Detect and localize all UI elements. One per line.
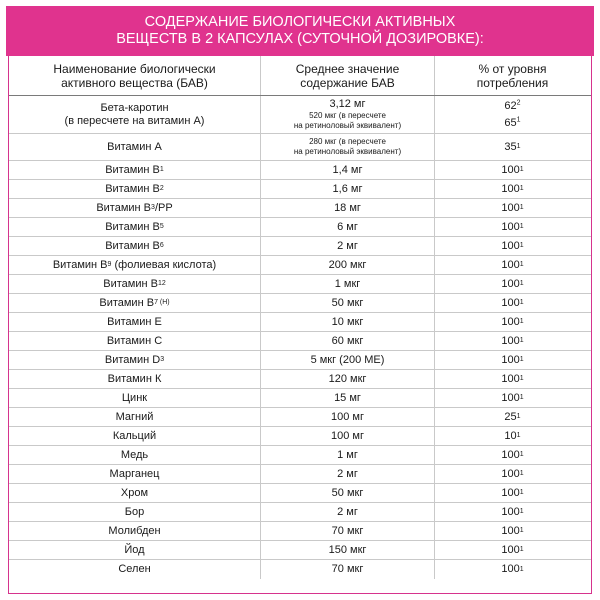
nutrient-percent: 100 1 xyxy=(501,277,524,290)
nutrient-percent-value: 100 xyxy=(501,372,520,385)
beta-carotene-amount xyxy=(261,96,435,133)
table-row xyxy=(9,161,591,180)
nutrient-amount: 200 мкг xyxy=(261,256,435,274)
nutrient-name xyxy=(9,370,261,388)
nutrient-name xyxy=(9,560,261,579)
nutrient-name-text: Кальций xyxy=(112,429,157,442)
vitamin-a-name: Витамин А xyxy=(9,134,261,160)
nutrient-percent-value: 25 xyxy=(504,410,517,423)
nutrient-percent-value: 100 xyxy=(501,315,520,328)
nutrient-percent-value: 100 xyxy=(501,543,520,556)
table-row xyxy=(9,199,591,218)
table-row-vitamin-a xyxy=(9,134,591,161)
nutrient-percent-value: 100 xyxy=(501,486,520,499)
nutrient-name-text: Витамин К xyxy=(107,372,162,385)
nutrient-percent: 25 1 xyxy=(504,410,521,423)
table-row xyxy=(9,275,591,294)
nutrient-amount: 6 мг xyxy=(261,218,435,236)
nutrient-name xyxy=(9,484,261,502)
nutrient-name-text: Витамин B xyxy=(96,201,152,214)
nutrient-percent-value: 100 xyxy=(501,353,520,366)
nutrient-name-text: Витамин B xyxy=(105,163,160,176)
nutrient-amount: 100 мг xyxy=(261,427,435,445)
table-row xyxy=(9,180,591,199)
nutrient-name-text: Бор xyxy=(124,505,145,518)
beta-carotene-name xyxy=(9,96,261,133)
table-row xyxy=(9,351,591,370)
nutrient-percent-value: 100 xyxy=(501,563,520,575)
nutrient-name xyxy=(9,389,261,407)
nutrient-name xyxy=(9,408,261,426)
table-row xyxy=(9,294,591,313)
nutrient-percent-value: 100 xyxy=(501,201,520,214)
nutrient-name-text: Витамин B xyxy=(105,239,160,252)
nutrient-percent: 100 1 xyxy=(501,315,524,328)
vitamin-a-percent-value: 35 xyxy=(504,140,517,153)
nutrient-percent-value: 100 xyxy=(501,220,520,233)
header-name xyxy=(9,56,261,95)
table-row xyxy=(9,522,591,541)
nutrient-name-text: Витамин С xyxy=(106,334,163,347)
nutrient-amount: 70 мкг xyxy=(261,560,435,579)
nutrient-percent: 100 1 xyxy=(501,563,524,575)
header-amount-line-2: содержание БАВ xyxy=(300,75,395,90)
beta-carotene-amount-line-1: 3,12 мг xyxy=(329,98,366,110)
nutrient-percent-value: 100 xyxy=(501,296,520,309)
nutrient-name-text: Витамин B xyxy=(99,296,155,309)
table-header-row xyxy=(9,56,591,96)
nutrient-amount: 150 мкг xyxy=(261,541,435,559)
nutrient-percent: 100 1 xyxy=(501,353,524,366)
nutrient-percent: 100 1 xyxy=(501,467,524,480)
nutrient-name: Витамин B 7 (H) xyxy=(9,294,261,312)
table-row xyxy=(9,446,591,465)
beta-carotene-percent-b-footnote: 1 xyxy=(516,115,521,123)
table-row xyxy=(9,218,591,237)
nutrient-percent-value: 100 xyxy=(501,239,520,252)
nutrient-amount: 15 мг xyxy=(261,389,435,407)
nutrient-percent-value: 100 xyxy=(501,467,520,480)
header-name-line-2: активного вещества (БАВ) xyxy=(61,75,208,90)
nutrient-amount: 50 мкг xyxy=(261,294,435,312)
nutrient-percent-value: 100 xyxy=(501,448,520,461)
nutrient-name xyxy=(9,446,261,464)
nutrient-name xyxy=(9,522,261,540)
nutrient-name-text: Витамин B xyxy=(105,182,160,195)
nutrient-amount: 50 мкг xyxy=(261,484,435,502)
table-row xyxy=(9,313,591,332)
beta-carotene-name-line-2: (в пересчете на витамин А) xyxy=(64,114,205,127)
nutrient-name: Витамин B 2 xyxy=(9,180,261,198)
header-percent-line-2: потребления xyxy=(476,75,549,90)
table-row xyxy=(9,465,591,484)
nutrient-percent: 100 1 xyxy=(501,220,524,233)
table-row xyxy=(9,332,591,351)
nutrient-percent: 100 1 xyxy=(501,182,524,195)
nutrient-name-text: Медь xyxy=(120,448,149,461)
nutrient-name-text: Магний xyxy=(115,410,154,423)
nutrient-percent-value: 10 xyxy=(504,429,517,442)
table-row xyxy=(9,389,591,408)
beta-carotene-percent-a-value: 62 xyxy=(504,99,517,112)
vitamin-a-amount-line-2: на ретиноловый эквивалент) xyxy=(293,147,402,156)
nutrient-rows xyxy=(9,161,591,579)
nutrient-percent: 100 1 xyxy=(501,296,524,309)
nutrient-name-text: Витамин Е xyxy=(107,315,162,328)
nutrient-name-text: Хром xyxy=(120,486,149,499)
nutrient-percent: 100 1 xyxy=(501,391,524,404)
nutrient-name: Витамин B 3 /PP xyxy=(9,199,261,217)
table-row xyxy=(9,427,591,446)
nutrient-name xyxy=(9,332,261,350)
nutrient-percent-value: 100 xyxy=(501,277,520,290)
nutrient-percent: 100 1 xyxy=(501,448,524,461)
beta-carotene-percent-a-footnote: 2 xyxy=(516,98,521,106)
nutrient-percent: 100 1 xyxy=(501,201,524,214)
nutrient-percent: 100 1 xyxy=(501,372,524,385)
beta-carotene-name-line-1: Бета-каротин xyxy=(100,101,169,114)
table-row xyxy=(9,256,591,275)
nutrient-percent-value: 100 xyxy=(501,524,520,537)
table-row xyxy=(9,560,591,579)
nutrient-name-text: Витамин D xyxy=(104,353,161,366)
nutrient-name xyxy=(9,427,261,445)
table-row xyxy=(9,408,591,427)
nutrient-amount: 1 мг xyxy=(261,446,435,464)
nutrient-amount: 70 мкг xyxy=(261,522,435,540)
vitamin-a-amount xyxy=(261,134,435,160)
nutrient-amount: 5 мкг (200 МЕ) xyxy=(261,351,435,369)
nutrient-name-text: Витамин B xyxy=(103,277,158,290)
nutrient-percent-value: 100 xyxy=(501,163,520,176)
nutrient-name-text: Цинк xyxy=(121,391,148,404)
table-row xyxy=(9,541,591,560)
nutrient-amount: 2 мг xyxy=(261,465,435,483)
nutrient-name: Витамин B 9 (фолиевая кислота) xyxy=(9,256,261,274)
beta-carotene-percent-b xyxy=(504,117,520,130)
vitamin-a-percent: 35 1 xyxy=(504,140,521,153)
nutrient-amount: 1 мкг xyxy=(261,275,435,293)
nutrient-amount: 2 мг xyxy=(261,237,435,255)
nutrient-name-text: Витамин B xyxy=(105,220,160,233)
title-banner xyxy=(6,6,594,56)
nutrient-name-text: Витамин B xyxy=(52,258,108,271)
beta-carotene-percent-a xyxy=(504,100,520,113)
nutrient-name-text: Марганец xyxy=(109,467,160,480)
header-name-line-1: Наименование биологически xyxy=(53,61,216,76)
nutrient-name xyxy=(9,541,261,559)
nutrient-name xyxy=(9,313,261,331)
nutrient-percent: 100 1 xyxy=(501,258,524,271)
nutrient-name: Витамин B 5 xyxy=(9,218,261,236)
table-row xyxy=(9,370,591,389)
nutrient-name: Витамин D 3 xyxy=(9,351,261,369)
nutrient-name: Витамин B 12 xyxy=(9,275,261,293)
nutrient-amount: 18 мг xyxy=(261,199,435,217)
nutrient-name: Витамин B 1 xyxy=(9,161,261,179)
table-row-beta-carotene xyxy=(9,96,591,134)
nutrient-percent-value: 100 xyxy=(501,182,520,195)
beta-carotene-percent xyxy=(435,96,590,133)
table-row xyxy=(9,484,591,503)
nutrient-percent: 100 1 xyxy=(501,163,524,176)
nutrient-name-suffix: /PP xyxy=(154,201,173,214)
beta-carotene-amount-line-3: на ретиноловый эквивалент) xyxy=(293,121,402,130)
header-percent-line-1: % от уровня xyxy=(478,61,547,76)
header-amount-line-1: Среднее значение xyxy=(295,61,400,76)
nutrient-amount: 10 мкг xyxy=(261,313,435,331)
nutrient-name-text: Молибден xyxy=(108,524,161,537)
title-line-2: ВЕЩЕСТВ В 2 КАПСУЛАХ (СУТОЧНОЙ ДОЗИРОВКЕ): xyxy=(116,31,484,47)
nutrient-name-text: Йод xyxy=(124,543,145,556)
nutrient-percent: 100 1 xyxy=(501,334,524,347)
beta-carotene-percent-b-value: 65 xyxy=(504,116,517,129)
title-line-1: СОДЕРЖАНИЕ БИОЛОГИЧЕСКИ АКТИВНЫХ xyxy=(144,14,456,30)
nutrient-percent: 100 1 xyxy=(501,486,524,499)
nutrient-name: Витамин B 6 xyxy=(9,237,261,255)
nutrient-percent: 100 1 xyxy=(501,505,524,518)
nutrient-name-suffix: (фолиевая кислота) xyxy=(111,258,217,271)
nutrient-name-text: Селен xyxy=(118,563,151,575)
nutrient-table xyxy=(8,56,592,594)
beta-carotene-amount-line-2: 520 мкг (в пересчете xyxy=(309,111,386,120)
table-row xyxy=(9,237,591,256)
nutrient-percent-value: 100 xyxy=(501,258,520,271)
nutrient-amount: 100 мг xyxy=(261,408,435,426)
header-amount xyxy=(261,56,435,95)
nutrient-name xyxy=(9,503,261,521)
nutrient-amount: 1,4 мг xyxy=(261,161,435,179)
nutrient-percent-value: 100 xyxy=(501,505,520,518)
nutrient-percent-value: 100 xyxy=(501,391,520,404)
table-row xyxy=(9,503,591,522)
nutrient-amount: 120 мкг xyxy=(261,370,435,388)
nutrient-percent: 100 1 xyxy=(501,239,524,252)
nutrient-amount: 2 мг xyxy=(261,503,435,521)
nutrient-percent: 10 1 xyxy=(504,429,521,442)
nutrient-amount: 1,6 мг xyxy=(261,180,435,198)
vitamin-a-amount-line-1: 280 мкг (в пересчете xyxy=(309,137,386,146)
nutrient-name xyxy=(9,465,261,483)
header-percent xyxy=(435,56,590,95)
nutrient-amount: 60 мкг xyxy=(261,332,435,350)
nutrient-percent: 100 1 xyxy=(501,543,524,556)
nutrient-percent: 100 1 xyxy=(501,524,524,537)
nutrient-percent-value: 100 xyxy=(501,334,520,347)
